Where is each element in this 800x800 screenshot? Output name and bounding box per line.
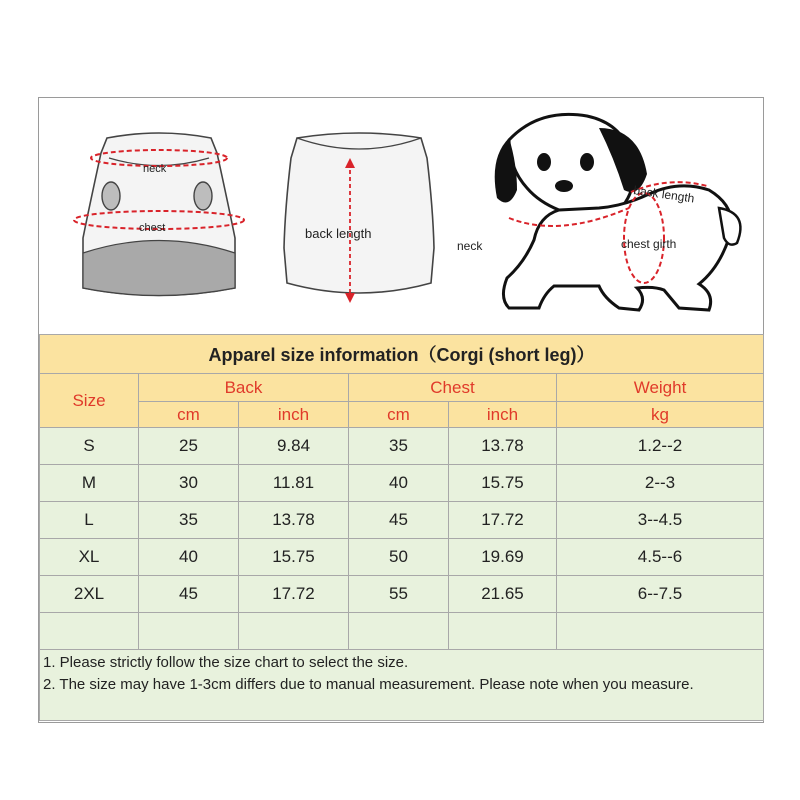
- back-cm-header: cm: [139, 402, 239, 428]
- dog-chest-girth-label: chest girth: [621, 237, 677, 251]
- back-inch-cell: 11.81: [239, 465, 349, 502]
- empty-cell: [557, 613, 764, 650]
- weight-cell: 4.5--6: [557, 539, 764, 576]
- weight-cell: 2--3: [557, 465, 764, 502]
- size-cell: XL: [40, 539, 139, 576]
- back-inch-cell: 9.84: [239, 428, 349, 465]
- back-inch-cell: 15.75: [239, 539, 349, 576]
- chest-inch-cell: 17.72: [449, 502, 557, 539]
- measurement-illustration: [39, 98, 763, 334]
- shirt-front-drawing: [83, 133, 235, 296]
- back-cm-cell: 35: [139, 502, 239, 539]
- empty-cell: [139, 613, 239, 650]
- back-cm-cell: 40: [139, 539, 239, 576]
- empty-cell: [449, 613, 557, 650]
- weight-cell: 3--4.5: [557, 502, 764, 539]
- size-cell: 2XL: [40, 576, 139, 613]
- front-neck-label: neck: [143, 163, 167, 175]
- chest-cm-cell: 40: [349, 465, 449, 502]
- chest-inch-header: inch: [449, 402, 557, 428]
- table-row: [40, 428, 764, 465]
- table-row: [40, 539, 764, 576]
- shirt-back-drawing: [284, 133, 434, 293]
- back-header: Back: [139, 374, 349, 402]
- chest-inch-cell: 13.78: [449, 428, 557, 465]
- table-row-empty: [40, 613, 764, 650]
- weight-cell: 6--7.5: [557, 576, 764, 613]
- back-inch-header: inch: [239, 402, 349, 428]
- chest-cm-header: cm: [349, 402, 449, 428]
- chest-cm-cell: 45: [349, 502, 449, 539]
- empty-cell: [239, 613, 349, 650]
- back-cm-cell: 25: [139, 428, 239, 465]
- dog-back-length-label: back length: [632, 183, 696, 206]
- table-title: Apparel size information（Corgi (short leg)）: [40, 335, 764, 374]
- front-chest-label: chest: [139, 222, 166, 234]
- weight-kg-header: kg: [557, 402, 764, 428]
- table-row: [40, 465, 764, 502]
- table-row: [40, 576, 764, 613]
- chest-header: Chest: [349, 374, 557, 402]
- note-line: 1. Please strictly follow the size chart to select the size.: [43, 654, 409, 671]
- chest-cm-cell: 50: [349, 539, 449, 576]
- chest-cm-cell: 55: [349, 576, 449, 613]
- weight-header: Weight: [557, 374, 764, 402]
- size-cell: M: [40, 465, 139, 502]
- chest-cm-cell: 35: [349, 428, 449, 465]
- back-cm-cell: 30: [139, 465, 239, 502]
- weight-cell: 1.2--2: [557, 428, 764, 465]
- note-line: 2. The size may have 1-3cm differs due to manual measurement. Please note when you measure.: [43, 676, 694, 693]
- chest-inch-cell: 19.69: [449, 539, 557, 576]
- back-inch-cell: 13.78: [239, 502, 349, 539]
- dog-neck-label: neck: [457, 239, 483, 253]
- size-chart: [38, 97, 764, 723]
- size-cell: S: [40, 428, 139, 465]
- notes-cell: [40, 650, 764, 721]
- chest-inch-cell: 21.65: [449, 576, 557, 613]
- size-cell: L: [40, 502, 139, 539]
- table-row: [40, 502, 764, 539]
- size-header: Size: [40, 374, 139, 428]
- back-inch-cell: 17.72: [239, 576, 349, 613]
- back-length-label: back length: [305, 226, 372, 241]
- empty-cell: [349, 613, 449, 650]
- back-cm-cell: 45: [139, 576, 239, 613]
- empty-cell: [40, 613, 139, 650]
- chest-inch-cell: 15.75: [449, 465, 557, 502]
- size-table: [39, 334, 764, 721]
- dog-drawing: [495, 114, 741, 310]
